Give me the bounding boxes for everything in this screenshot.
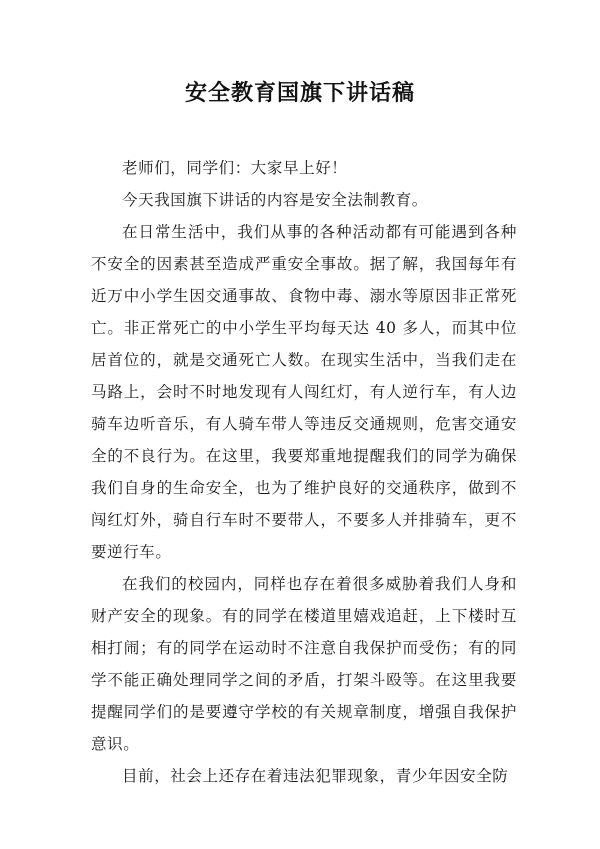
paragraph-social-safety: 目前，社会上还存在着违法犯罪现象，青少年因安全防 (122, 767, 509, 785)
paragraph-topic: 今天我国旗下讲话的内容是安全法制教育。 (122, 191, 428, 209)
document-body (91, 152, 517, 792)
paragraph-greeting: 老师们，同学们：大家早上好！ (122, 159, 348, 177)
paragraph-campus-safety: 在我们的校园内，同样也存在着很多威胁着我们人身和财产安全的现象。有的同学在楼道里嬉戏追赶，上下楼时互相打闹；有的同学在运动时不注意自我保护而受伤；有的同学不能正确处理同学之间的矛盾，打架斗殴等。在这里我要提醒同学们的是要遵守学校的有关规章制度，增强自我保护意识。 (91, 575, 517, 753)
document-title: 安全教育国旗下讲话稿 (184, 81, 415, 106)
paragraph-traffic-safety: 在日常生活中，我们从事的各种活动都有可能遇到各种不安全的因素甚至造成严重安全事故。据了解，我国每年有近万中小学生因交通事故、食物中毒、溺水等原因非正常死亡。非正常死亡的中小学生平均每天达 40 多人，而其中位居首位的，就是交通死亡人数。在现实生活中，当我们走在马路上，会时不时地发现有人闯红灯，有人逆行车，有人边骑车边听音乐，有人骑车带人等违反交通规则，危害交通安全的不良行为。在这里，我要郑重地提醒我们的同学为确保我们自身的生命安全，也为了维护良好的交通秩序，做到不闯红灯外，骑自行车时不要带人，不要多人并排骑车，更不要逆行车。 (91, 223, 517, 561)
